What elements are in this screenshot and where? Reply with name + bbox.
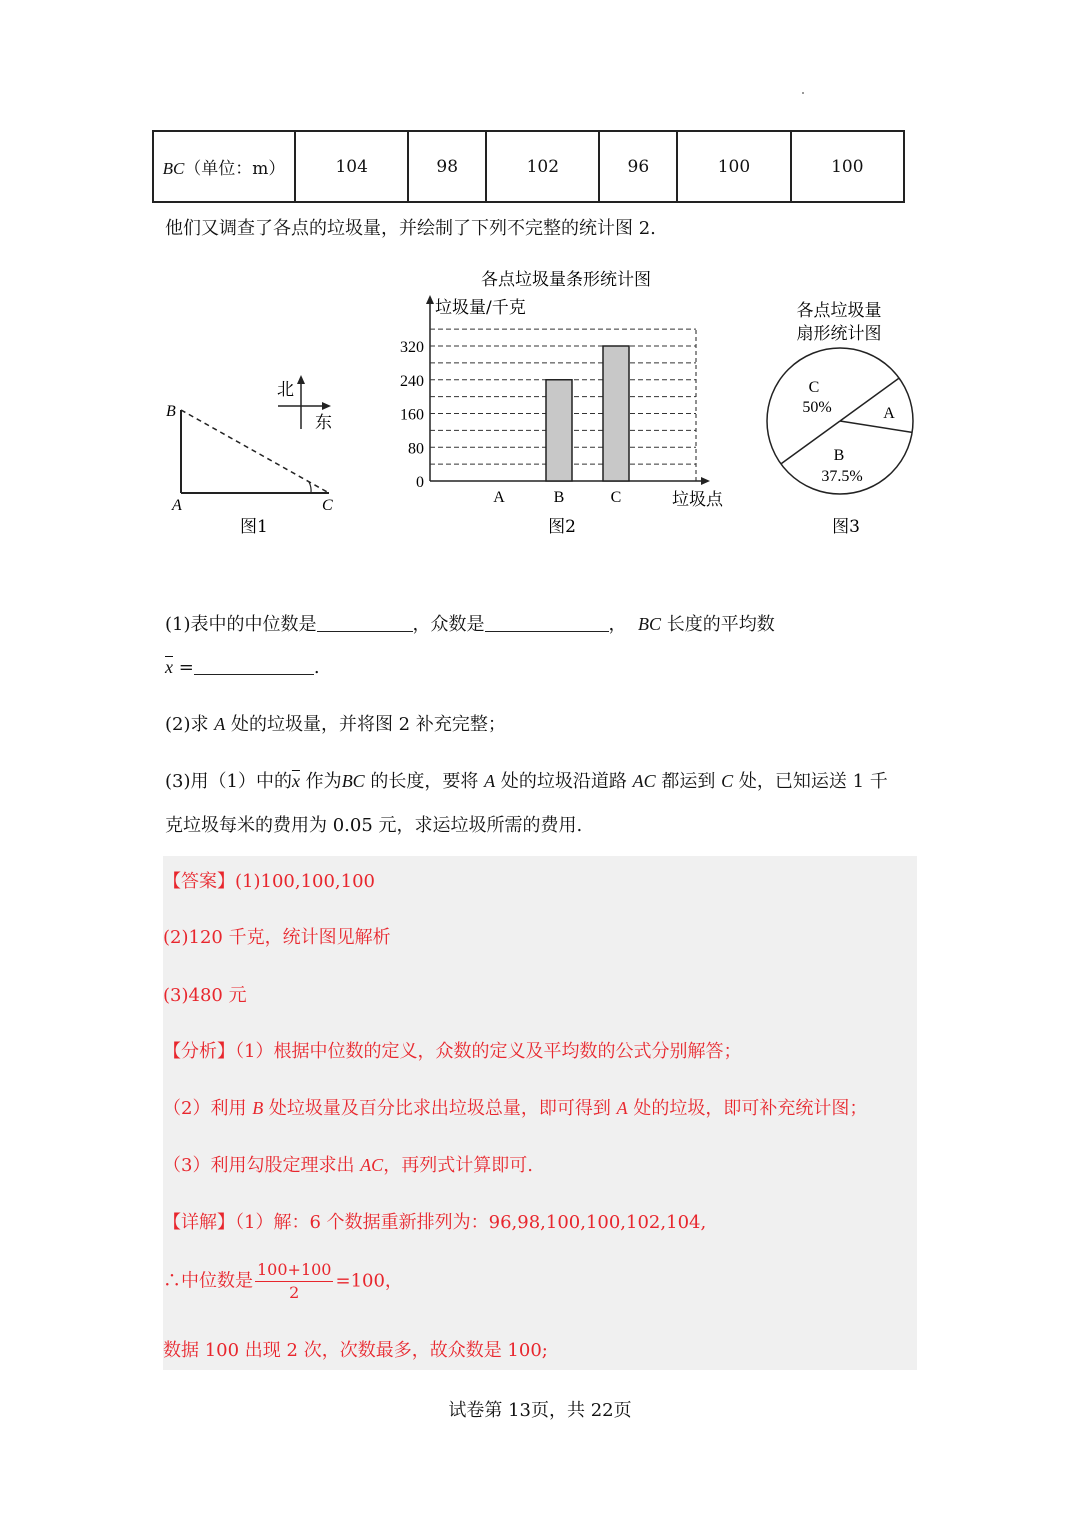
answer-blank[interactable] <box>485 613 609 632</box>
x-bar: $\overline{x}$ <box>291 771 300 791</box>
bc-length-table <box>152 130 905 203</box>
table-header-cell: BC（单位：m） <box>153 131 295 202</box>
detail-line-1: 【详解】（1）解：6 个数据重新排列为：96,98,100,100,102,104, <box>163 1212 707 1233</box>
pie-chart <box>767 301 913 537</box>
analysis-line-1: 【分析】（1）根据中位数的定义，众数的定义及平均数的公式分别解答； <box>163 1041 742 1062</box>
table-row <box>153 131 904 202</box>
page-mark <box>802 92 804 94</box>
angle-c-arc <box>309 482 311 493</box>
x-tick-label: A <box>493 489 505 506</box>
x-tick-label: C <box>610 489 622 506</box>
x-tick-label: B <box>553 489 565 506</box>
y-tick-label: 160 <box>400 406 424 424</box>
question-3-line-2: 克垃圾每米的费用为 0.05 元，求运垃圾所需的费用. <box>165 815 583 836</box>
table-cell: 100 <box>791 131 904 202</box>
page-footer: 试卷第 13页，共 22页 <box>448 1400 632 1421</box>
figures-area <box>150 262 930 552</box>
analysis-line-3: （3）利用勾股定理求出 AC，再列式计算即可. <box>163 1155 533 1176</box>
table-cell: 102 <box>486 131 599 202</box>
compass-north-label: 北 <box>277 380 294 400</box>
intro-text: 他们又调查了各点的垃圾量，并绘制了下列不完整的统计图 2. <box>165 218 656 239</box>
compass-east-label: 东 <box>315 413 332 433</box>
y-tick-label: 240 <box>400 372 424 390</box>
pie-chart-title-line-1: 各点垃圾量 <box>796 301 882 321</box>
east-arrow-icon <box>322 402 331 410</box>
pie-slice-percent: 37.5% <box>821 468 863 485</box>
figure-1-caption: 图1 <box>240 517 268 537</box>
label-c: C <box>322 497 333 514</box>
analysis-line-2: （2）利用 B 处垃圾量及百分比求出垃圾总量，即可得到 A 处的垃圾，即可补充统计图； <box>163 1098 868 1119</box>
pie-chart-title-line-2: 扇形统计图 <box>796 324 882 344</box>
question-1-line-2: $\overline{x}$ = . <box>165 657 320 678</box>
figure-1 <box>166 375 333 537</box>
y-tick-label: 80 <box>408 440 424 458</box>
y-tick-label: 320 <box>400 339 424 356</box>
pie-slice-percent: 50% <box>802 399 832 416</box>
pie-slice-label: A <box>883 405 895 422</box>
bar-chart-title: 各点垃圾量条形统计图 <box>481 270 651 290</box>
question-3-line-1: (3)用（1）中的$\overline{x}$ 作为BC 的长度，要将 A 处的垃圾沿道路 AC 都运到 C 处，已知运送 1 千 <box>165 771 888 792</box>
bar-chart <box>400 270 724 537</box>
side-bc-dashed <box>181 410 329 493</box>
pie-slice-label: B <box>833 447 845 464</box>
table-cell: 100 <box>677 131 790 202</box>
x-bar: $\overline{x}$ <box>165 657 173 677</box>
figure-3-caption: 图3 <box>832 517 860 537</box>
y-tick-label: 0 <box>416 474 424 491</box>
bar-chart-xlabel: 垃圾点 <box>672 490 723 510</box>
x-axis-arrow-icon <box>701 477 710 485</box>
answer-line-1: 【答案】(1)100,100,100 <box>163 871 376 892</box>
answer-line-2: (2)120 千克，统计图见解析 <box>163 927 391 948</box>
figure-2-caption: 图2 <box>548 517 576 537</box>
detail-line-3: 数据 100 出现 2 次，次数最多，故众数是 100; <box>163 1340 548 1361</box>
answer-line-3: (3)480 元 <box>163 985 247 1006</box>
median-fraction: $\frac{100+100}{2}$ <box>257 1260 332 1302</box>
bar-chart-ylabel: 垃圾量/千克 <box>435 298 526 318</box>
table-cell: 96 <box>599 131 677 202</box>
label-b: B <box>166 403 176 420</box>
label-a: A <box>172 497 182 514</box>
answer-blank[interactable] <box>317 613 413 632</box>
question-2: (2)求 A 处的垃圾量，并将图 2 补充完整； <box>165 714 506 735</box>
table-cell: 104 <box>295 131 408 202</box>
answer-blank[interactable] <box>194 656 314 675</box>
detail-line-2: ∴中位数是 $\frac{100+100}{2}$ =100， <box>163 1260 403 1302</box>
north-arrow-icon <box>297 375 305 384</box>
bar-c <box>603 346 629 481</box>
pie-slice-label: C <box>808 379 820 396</box>
y-axis-arrow-icon <box>426 295 434 304</box>
table-cell: 98 <box>408 131 486 202</box>
bar-b <box>546 380 572 481</box>
question-1-line-1: (1)表中的中位数是 ，众数是 ， BC 长度的平均数 <box>165 614 775 635</box>
